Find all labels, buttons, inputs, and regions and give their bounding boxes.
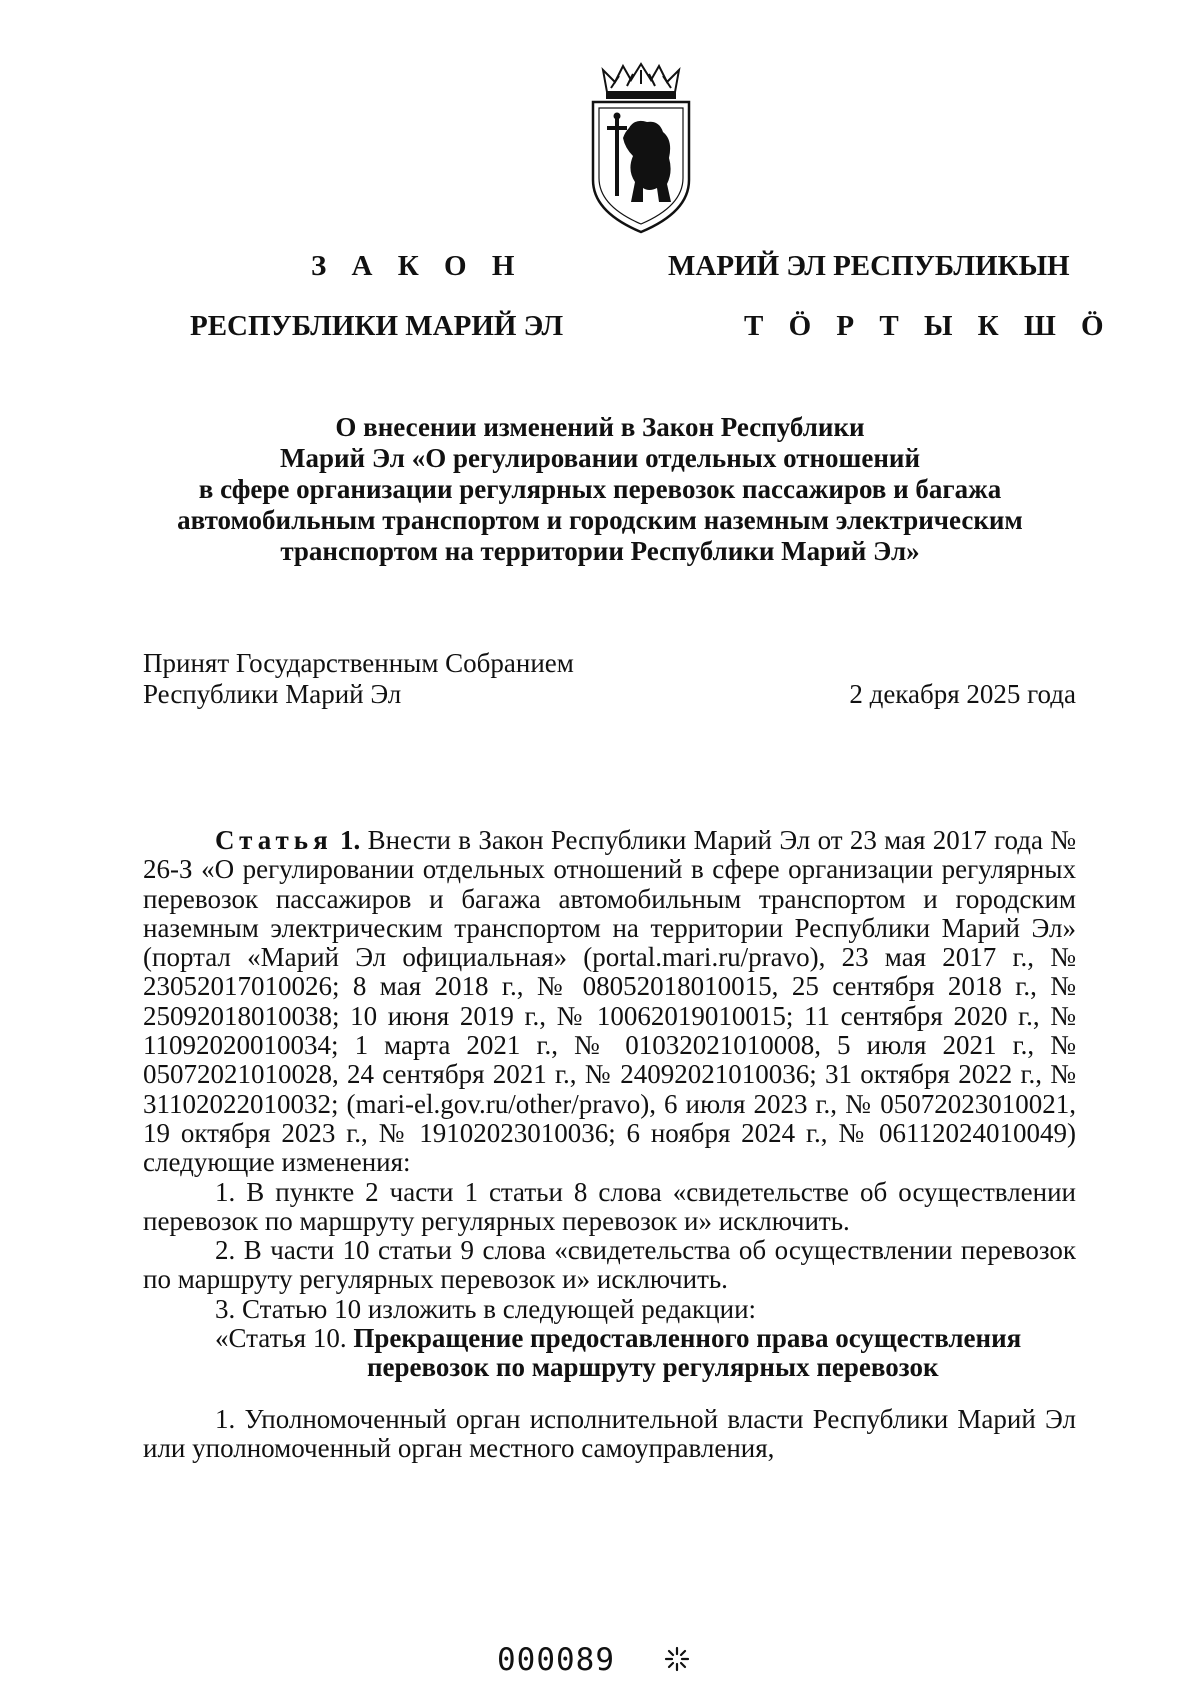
article10-paragraph1: 1. Уполномоченный орган исполнительной власти Республики Марий Эл или уполномоченный орган местного самоуправления, (143, 1403, 1076, 1463)
article10-lead: «Статья 10. (215, 1323, 347, 1354)
article10-heading-line2: перевозок по маршруту регулярных перевозок (367, 1352, 939, 1383)
asterisk-mark-icon (664, 1646, 690, 1672)
article1-intro-text: Внести в Закон Республики Марий Эл от 23 мая 2017 года № 26-З «О регулировании отдельных отношений в сфере организации регулярных перевозок пассажиров и багажа автомобильным транспортом и городским наземным электрическим транспортом на территории Республики Марий Эл» (портал «Марий Эл официальная» (portal.mari.ru/pravo), 23 мая 2017 г., № 23052017010026; 8 мая 2018 г., № 08052018010015, 25 сентября 2018 г., № 25092018010038; 10 июня 2019 г., № 10062019010015; 11 сентября 2020 г., № 11092020010034; 1 марта 2021 г., № 01032021010008, 5 июля 2021 г., № 05072021010028, 24 сентября 2021 г., № 24092021010036; 31 октября 2022 г., № 31102022010032; (mari-el.gov.ru/other/pravo), 6 июля 2023 г., № 05072023010021, 19 октября 2023 г., № 19102023010036; 6 ноября 2024 г., № 06112024010049) следующие изменения: (143, 825, 1077, 1178)
title-line: Марий Эл «О регулировании отдельных отношений (279, 443, 921, 473)
title-line: транспортом на территории Республики Марий Эл» (280, 536, 920, 566)
coat-of-arms-emblem (589, 62, 693, 238)
document-serial-number: 000089 (497, 1642, 615, 1678)
adoption-date: 2 декабря 2025 года (849, 679, 1076, 709)
article10-heading (143, 1324, 1076, 1383)
article1-item2: 2. В части 10 статьи 9 слова «свидетельства об осуществлении перевозок по маршруту регулярных перевозок и» исключить. (143, 1235, 1076, 1295)
law-body (143, 826, 1076, 1463)
article1-label: Статья (215, 825, 333, 855)
article10-heading-line1: Прекращение предоставленного права осуществления (353, 1323, 1022, 1354)
adoption-statement (143, 648, 574, 710)
law-title-left-line2: РЕСПУБЛИКИ МАРИЙ ЭЛ (190, 310, 564, 342)
adoption-line1: Принят Государственным Собранием (143, 648, 574, 678)
title-line: О внесении изменений в Закон Республики (335, 412, 865, 442)
title-line: в сфере организации регулярных перевозок пассажиров и багажа (198, 474, 1002, 504)
article1-number: 1. (340, 825, 361, 855)
law-title-right-line1: МАРИЙ ЭЛ РЕСПУБЛИКЫН (668, 250, 1070, 282)
law-subject-title (130, 412, 1070, 567)
title-line: автомобильным транспортом и городским наземным электрическим (177, 505, 1023, 535)
article1-intro (143, 826, 1076, 1178)
article1-item1: 1. В пункте 2 части 1 статьи 8 слова «свидетельстве об осуществлении перевозок по маршруту регулярных перевозок и» исключить. (143, 1176, 1076, 1236)
law-title-right-line2: Т Ö Р Т Ы К Ш Ö (744, 310, 1113, 342)
law-title-left-line1: З А К О Н (311, 250, 524, 282)
adoption-line2: Республики Марий Эл (143, 679, 402, 709)
article1-item3: 3. Статью 10 изложить в следующей редакции: (215, 1293, 757, 1324)
